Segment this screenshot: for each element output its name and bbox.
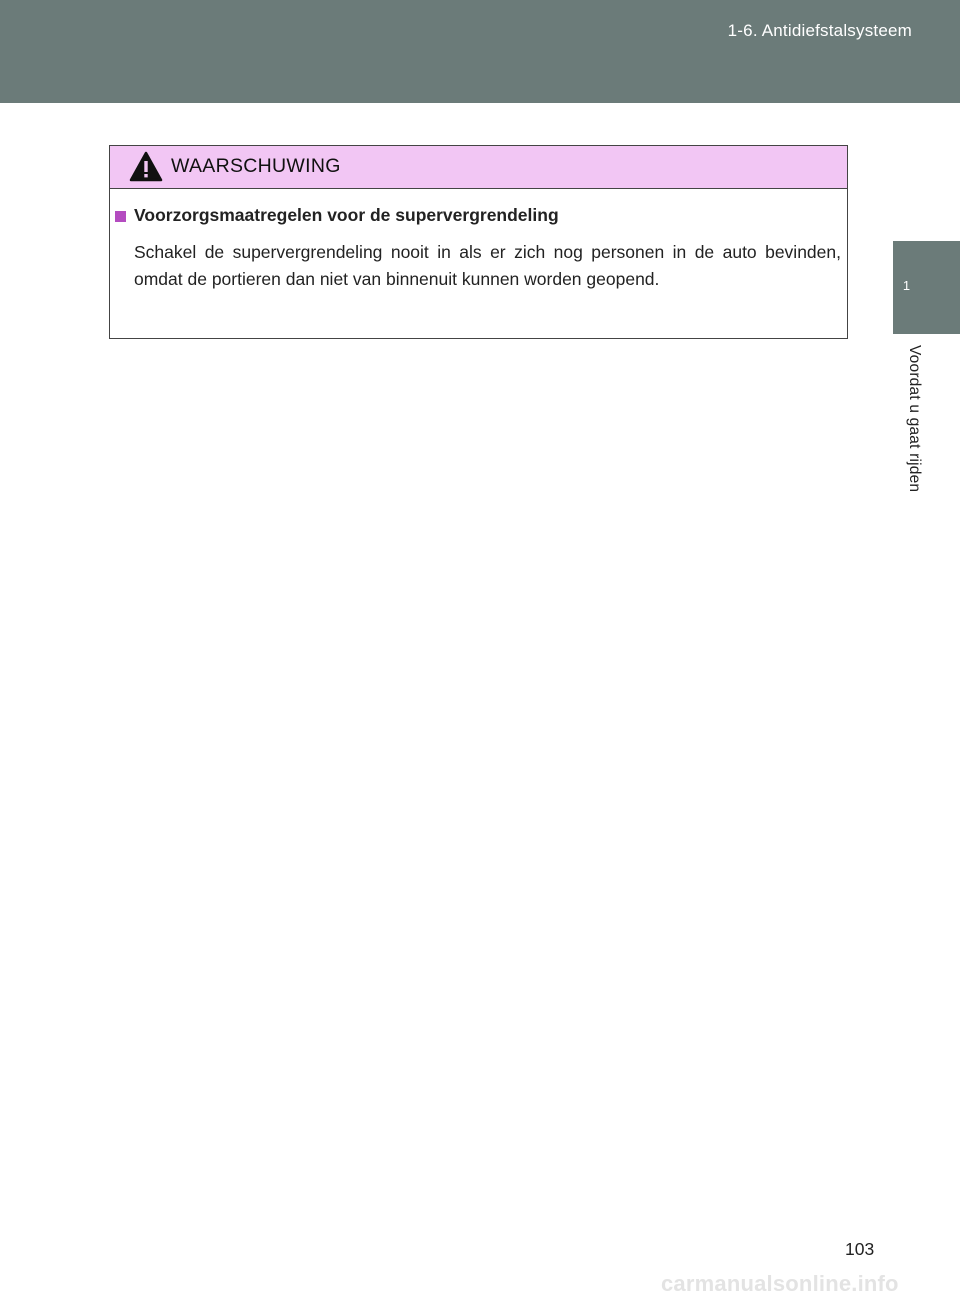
chapter-number: 1: [902, 278, 911, 293]
bullet-square: [115, 211, 126, 222]
warning-box: [109, 145, 848, 339]
watermark: carmanualsonline.info: [661, 1271, 899, 1296]
section-title: 1-6. Antidiefstalsysteem: [727, 21, 912, 40]
warning-heading: Voorzorgsmaatregelen voor de supervergrendeling: [134, 205, 559, 225]
warning-body: [110, 189, 847, 338]
header-bar: [0, 0, 960, 103]
warning-triangle-icon: [129, 151, 163, 182]
warning-text: Schakel de supervergrendeling nooit in als er zich nog personen in de auto bevinden, omdat de portieren dan niet van binnenuit kunnen worden geopend.: [134, 242, 841, 289]
chapter-tab: [893, 241, 960, 334]
warning-header: [110, 146, 847, 189]
chapter-label: Voordat u gaat rijden: [906, 345, 923, 493]
page-number: 103: [845, 1239, 875, 1259]
warning-title: WAARSCHUWING: [171, 155, 341, 177]
